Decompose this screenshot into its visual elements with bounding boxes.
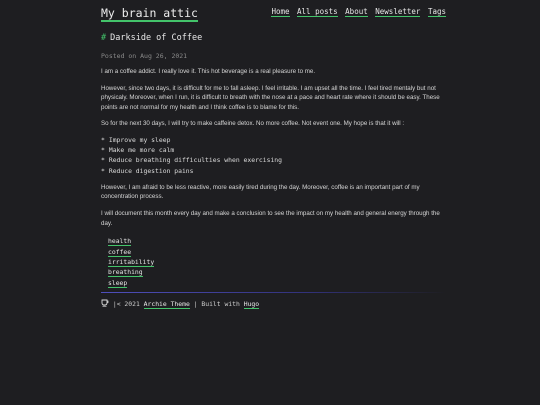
- paragraph: I am a coffee addict. I really love it. This hot beverage is a real pleasure to me.: [101, 68, 316, 75]
- nav-home[interactable]: Home: [271, 7, 290, 16]
- footer-separator: | Built with: [193, 300, 240, 309]
- footer-copyright: |< 2021: [112, 300, 140, 309]
- tag-item: [108, 278, 446, 288]
- paragraph: However, I am afraid to be less reactive, more easily tired during the day. Moreover, coffee is an important part of my concentration process.: [101, 183, 420, 201]
- tag-item: [108, 257, 446, 267]
- list-item: [101, 166, 446, 176]
- site-title-link[interactable]: My brain attic: [101, 6, 198, 20]
- post-title-text: Darkside of Coffee: [110, 33, 203, 43]
- goals-list: [101, 135, 446, 176]
- list-bullet: *: [101, 146, 105, 155]
- list-item: [101, 135, 446, 145]
- cup-icon: [101, 299, 109, 309]
- nav-newsletter[interactable]: Newsletter: [375, 7, 421, 16]
- tag-item: [108, 247, 446, 257]
- nav-about[interactable]: About: [345, 7, 368, 16]
- site-header: [101, 0, 446, 28]
- tag-link-health[interactable]: health: [108, 237, 132, 246]
- hugo-link[interactable]: Hugo: [243, 300, 260, 309]
- list-item-text: Improve my sleep: [108, 135, 171, 144]
- list-bullet: *: [101, 135, 105, 144]
- tag-link-coffee[interactable]: coffee: [108, 247, 132, 256]
- post-title: [101, 33, 446, 43]
- post-date: Posted on Aug 26, 2021: [101, 52, 188, 60]
- list-bullet: *: [101, 166, 105, 175]
- paragraph: I will document this month every day and make a conclusion to see the impact on my health and general energy through the day.: [101, 209, 440, 227]
- tag-link-sleep[interactable]: sleep: [108, 278, 128, 287]
- nav-tags[interactable]: Tags: [427, 7, 446, 16]
- list-item-text: Make me more calm: [108, 146, 175, 155]
- paragraph: So for the next 30 days, I will try to make caffeine detox. No more coffee. Not event one. My hope is that it will :: [101, 120, 405, 128]
- list-item-text: Reduce digestion pains: [108, 166, 194, 175]
- tag-link-breathing[interactable]: breathing: [108, 268, 143, 277]
- theme-link[interactable]: Archie Theme: [143, 300, 190, 309]
- tag-list: [108, 236, 446, 288]
- paragraph: However, since two days, it is difficult for me to fall asleep. I feel irritable. I am upset all the time. I feel tired mentaly but not physicaly. Moreover, when I run, it is difficult to breath with the nose at a pace and heart rate where it should be easy. These points are not normal for my health and I think coffee is to blame for this.: [101, 84, 440, 111]
- list-item: [101, 145, 446, 155]
- page: [101, 0, 446, 309]
- site-footer: [101, 299, 446, 309]
- main-nav: [268, 7, 446, 16]
- nav-all-posts[interactable]: All posts: [297, 7, 338, 16]
- list-item-text: Reduce breathing difficulties when exercising: [108, 156, 282, 165]
- list-bullet: *: [101, 156, 105, 165]
- divider: [101, 292, 446, 293]
- tag-link-irritability[interactable]: irritability: [108, 257, 155, 266]
- tag-item: [108, 236, 446, 246]
- list-item: [101, 155, 446, 165]
- tag-item: [108, 267, 446, 277]
- title-hash: #: [101, 33, 107, 43]
